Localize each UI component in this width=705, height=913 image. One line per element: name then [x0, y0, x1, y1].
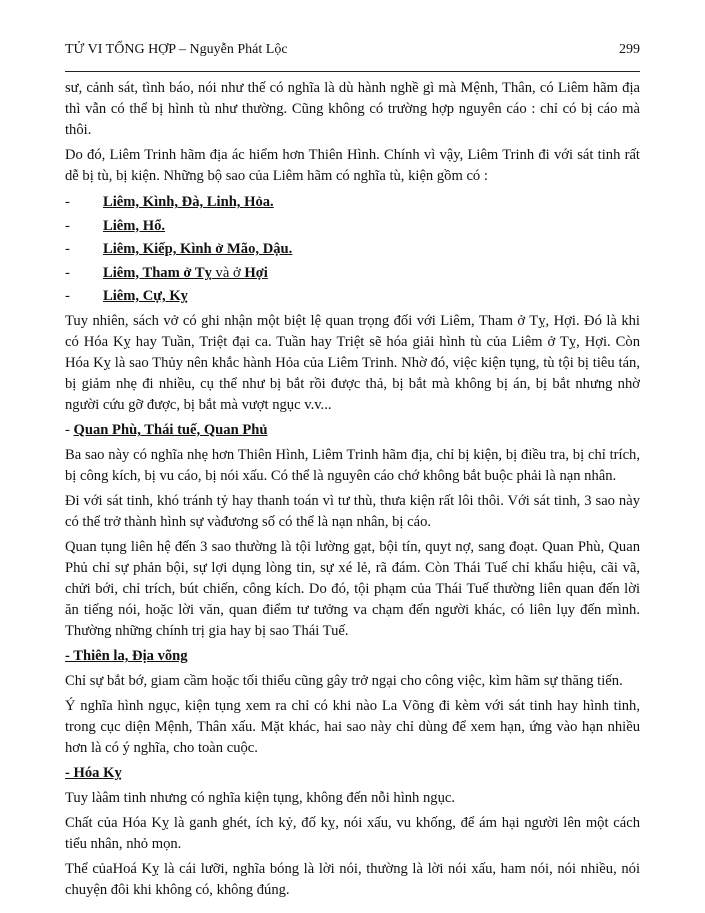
paragraph: Chỉ sự bắt bớ, giam cầm hoặc tối thiểu cũng gây trở ngại cho công việc, kìm hãm sự thăng tiến. [65, 673, 623, 689]
section-heading: - Hóa Kỵ [65, 765, 122, 781]
running-title: TỬ VI TỔNG HỢP – Nguyễn Phát Lộc [65, 42, 288, 57]
page-header [65, 42, 640, 58]
list-item: - Liêm, Tham ở Tỵ và ở Hợi [65, 264, 268, 281]
paragraph: Ý nghĩa hình ngục, kiện tụng xem ra chỉ có khi nào La Võng đi kèm với sát tinh hay hình tinh, trong cục diện Mệnh, Thân xấu. Mặt khác, hai sao này chỉ dùng để xem hạn, ứng vào hạn nhiều hơn là có ý nghĩa, cho toàn cuộc. [65, 698, 640, 756]
section-heading: - Thiên la, Địa võng [65, 648, 188, 664]
list-item: - Liêm, Cự, Kỵ [65, 288, 188, 304]
list-item: - Liêm, Kình, Đà, Linh, Hỏa. [65, 194, 274, 210]
paragraph: Do đó, Liêm Trinh hãm địa ác hiểm hơn Thiên Hình. Chính vì vậy, Liêm Trinh đi với sát tinh rất dễ bị tù, bị kiện. Những bộ sao của Liêm hãm có nghĩa tù, kiện gồm có : [65, 147, 640, 184]
paragraph: sư, cảnh sát, tình báo, nói như thế có nghĩa là dù hành nghề gì mà Mệnh, Thân, có Liêm hãm địa thì vẫn có thể bị hình tù như thường. Cũng không có trường hợp nguyên cáo : chỉ có bị cáo mà thôi. [65, 80, 640, 138]
page-number: 299 [619, 42, 640, 57]
paragraph: Chất của Hóa Kỵ là ganh ghét, ích kỷ, đố kỵ, nói xấu, vu khống, để ám hại người lên một cách tiểu nhân, nhỏ mọn. [65, 815, 640, 852]
paragraph: Thể củaHoá Kỵ là cái lưỡi, nghĩa bóng là lời nói, thường là lời nói xấu, ham nói, nói nhiều, nói chuyện đôi khi không có, không đúng. [65, 861, 640, 898]
paragraph: Tuy nhiên, sách vở có ghi nhận một biệt lệ quan trọng đối với Liêm, Tham ở Tỵ, Hợi. Đó là khi có Hóa Kỵ hay Tuần, Triệt đại ca. Tuần hay Triệt sẽ hóa giải hình tù của Liêm ở Tỵ, Hợi. Còn Hóa Kỵ là sao Thủy nên khắc hành Hỏa của Liêm Trinh. Nhờ đó, việc kiện tụng, tù tội bị tiêu tán, bị giảm nhẹ đi nhiều, cụ thể như bị bắt rồi được thả, bị bắt mà không bị án, bị bắt nhưng nhờ người cứu gỡ được, bị bắt mà vượt ngục v.v... [65, 313, 640, 413]
paragraph: Tuy làâm tinh nhưng có nghĩa kiện tụng, không đến nỗi hình ngục. [65, 790, 456, 806]
header-rule [65, 71, 640, 72]
page-body [65, 78, 640, 905]
list-item: - Liêm, Hổ. [65, 217, 166, 234]
section-heading: - Quan Phù, Thái tuế, Quan Phủ [65, 422, 268, 438]
list-item: - Liêm, Kiếp, Kình ở Mão, Dậu. [65, 241, 293, 257]
paragraph: Đi với sát tinh, khó tránh tỷ hay thanh toán vì tư thù, thưa kiện rất lôi thôi. Với sát tinh, 3 sao này có thể trở thành hình sự vàđương số có thể là nạn nhân, bị cáo. [65, 493, 640, 530]
paragraph: Ba sao này có nghĩa nhẹ hơn Thiên Hình, Liêm Trinh hãm địa, chỉ bị kiện, bị điều tra, bị chỉ trích, bị công kích, bị vu cáo, bị nói xấu. Có thể là nguyên cáo chớ không bắt buộc phải là nạn nhân. [65, 447, 640, 484]
paragraph: Quan tụng liên hệ đến 3 sao thường là tội lường gạt, bội tín, quyt nợ, sang đoạt. Quan Phù, Quan Phủ chỉ sự phản bội, sự lợi dụng lòng tin, sự xé lẻ, rã đám. Còn Thái Tuế chỉ khẩu hiệu, cãi vã, chửi bới, chỉ trích, bút chiến, công kích. Do đó, tội phạm của Thái Tuế thường liên quan đến lời ăn tiếng nói, hoặc lời văn, quan điểm tư tưởng va chạm đến người khác, có liên lụy đến mình. Thường những chính trị gia hay bị sao Thái Tuế. [65, 539, 640, 639]
